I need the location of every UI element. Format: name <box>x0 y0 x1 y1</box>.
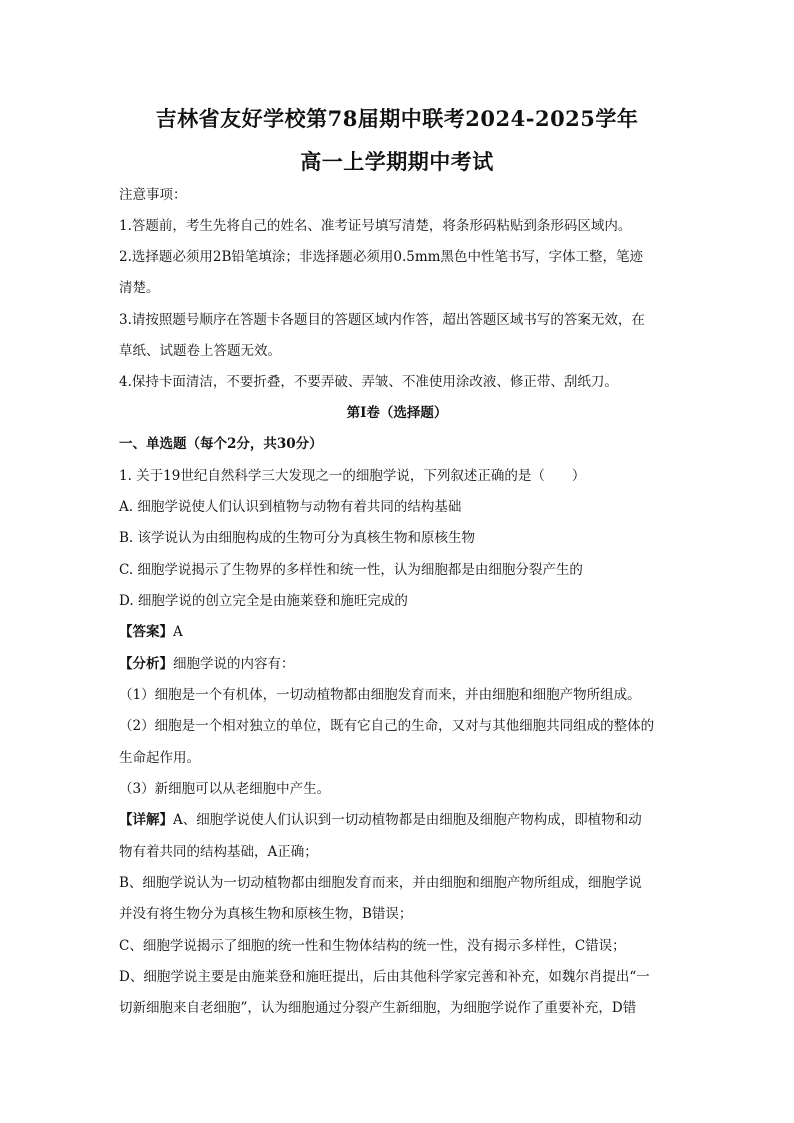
detail-a-line-1: A、细胞学说使人们认识到一切动植物都是由细胞及细胞产物构成，即植物和动 <box>173 812 642 828</box>
question-1-stem: 1. 关于19世纪自然科学三大发现之一的细胞学说，下列叙述正确的是（ ） <box>119 468 586 484</box>
notice-item-3-continued: 草纸、试题卷上答题无效。 <box>119 343 281 359</box>
analysis-label: 【分析】 <box>119 656 173 672</box>
detail-label: 【详解】 <box>119 812 173 828</box>
detail-b-line-1: B、细胞学说认为一切动植物都由细胞发育而来，并由细胞和细胞产物所组成，细胞学说 <box>119 875 642 891</box>
notice-item-1: 1.答题前，考生先将自己的姓名、准考证号填写清楚，将条形码粘贴到条形码区域内。 <box>119 218 632 234</box>
detail-d-line-1: D、细胞学说主要是由施莱登和施旺提出，后由其他科学家完善和补充，如魏尔肖提出“一 <box>119 969 650 985</box>
section-title: 一、单选题（每个2分，共30分） <box>119 436 323 452</box>
analysis-point-2-continued: 生命起作用。 <box>119 750 200 766</box>
analysis-point-1: （1）细胞是一个有机体，一切动植物都由细胞发育而来，并由细胞和细胞产物所组成。 <box>119 687 641 703</box>
detail-c-line-1: C、细胞学说揭示了细胞的统一性和生物体结构的统一性，没有揭示多样性，C错误； <box>119 938 626 954</box>
document-title-line-2: 高一上学期期中考试 <box>300 149 494 174</box>
analysis-line <box>119 655 295 673</box>
detail-b-line-2: 并没有将生物分为真核生物和原核生物，B错误； <box>119 906 413 922</box>
volume-title: 第I卷（选择题） <box>346 405 448 421</box>
question-1-option-b: B. 该学说认为由细胞构成的生物可分为真核生物和原核生物 <box>119 530 476 546</box>
answer-value: A <box>173 624 183 640</box>
analysis-intro: 细胞学说的内容有： <box>173 656 295 672</box>
question-1-option-a: A. 细胞学说使人们认识到植物与动物有着共同的结构基础 <box>119 499 462 515</box>
notice-item-2: 2.选择题必须用2B铅笔填涂；非选择题必须用0.5mm黑色中性笔书写，字体工整，笔迹 <box>119 249 643 265</box>
notice-heading: 注意事项： <box>119 187 187 203</box>
notice-item-4: 4.保持卡面清洁，不要折叠，不要弄破、弄皱、不准使用涂改液、修正带、刮纸刀。 <box>119 374 618 390</box>
detail-d-line-2: 切新细胞来自老细胞”，认为细胞通过分裂产生新细胞，为细胞学说作了重要补充，D错 <box>119 1000 637 1016</box>
notice-item-2-continued: 清楚。 <box>119 280 160 296</box>
analysis-point-2: （2）细胞是一个相对独立的单位，既有它自己的生命，又对与其他细胞共同组成的整体的 <box>119 718 655 734</box>
question-1-option-c: C. 细胞学说揭示了生物界的多样性和统一性，认为细胞都是由细胞分裂产生的 <box>119 562 583 578</box>
detail-line-a <box>119 811 642 829</box>
document-title-line-1: 吉林省友好学校第78届期中联考2024-2025学年 <box>155 106 639 131</box>
question-1-option-d: D. 细胞学说的创立完全是由施莱登和施旺完成的 <box>119 593 408 609</box>
detail-a-line-2: 物有着共同的结构基础，A正确； <box>119 844 318 860</box>
notice-item-3: 3.请按照题号顺序在答题卡各题目的答题区域内作答，超出答题区域书写的答案无效，在 <box>119 312 645 328</box>
answer-line <box>119 623 183 641</box>
analysis-point-3: （3）新细胞可以从老细胞中产生。 <box>119 781 331 797</box>
answer-label: 【答案】 <box>119 624 173 640</box>
